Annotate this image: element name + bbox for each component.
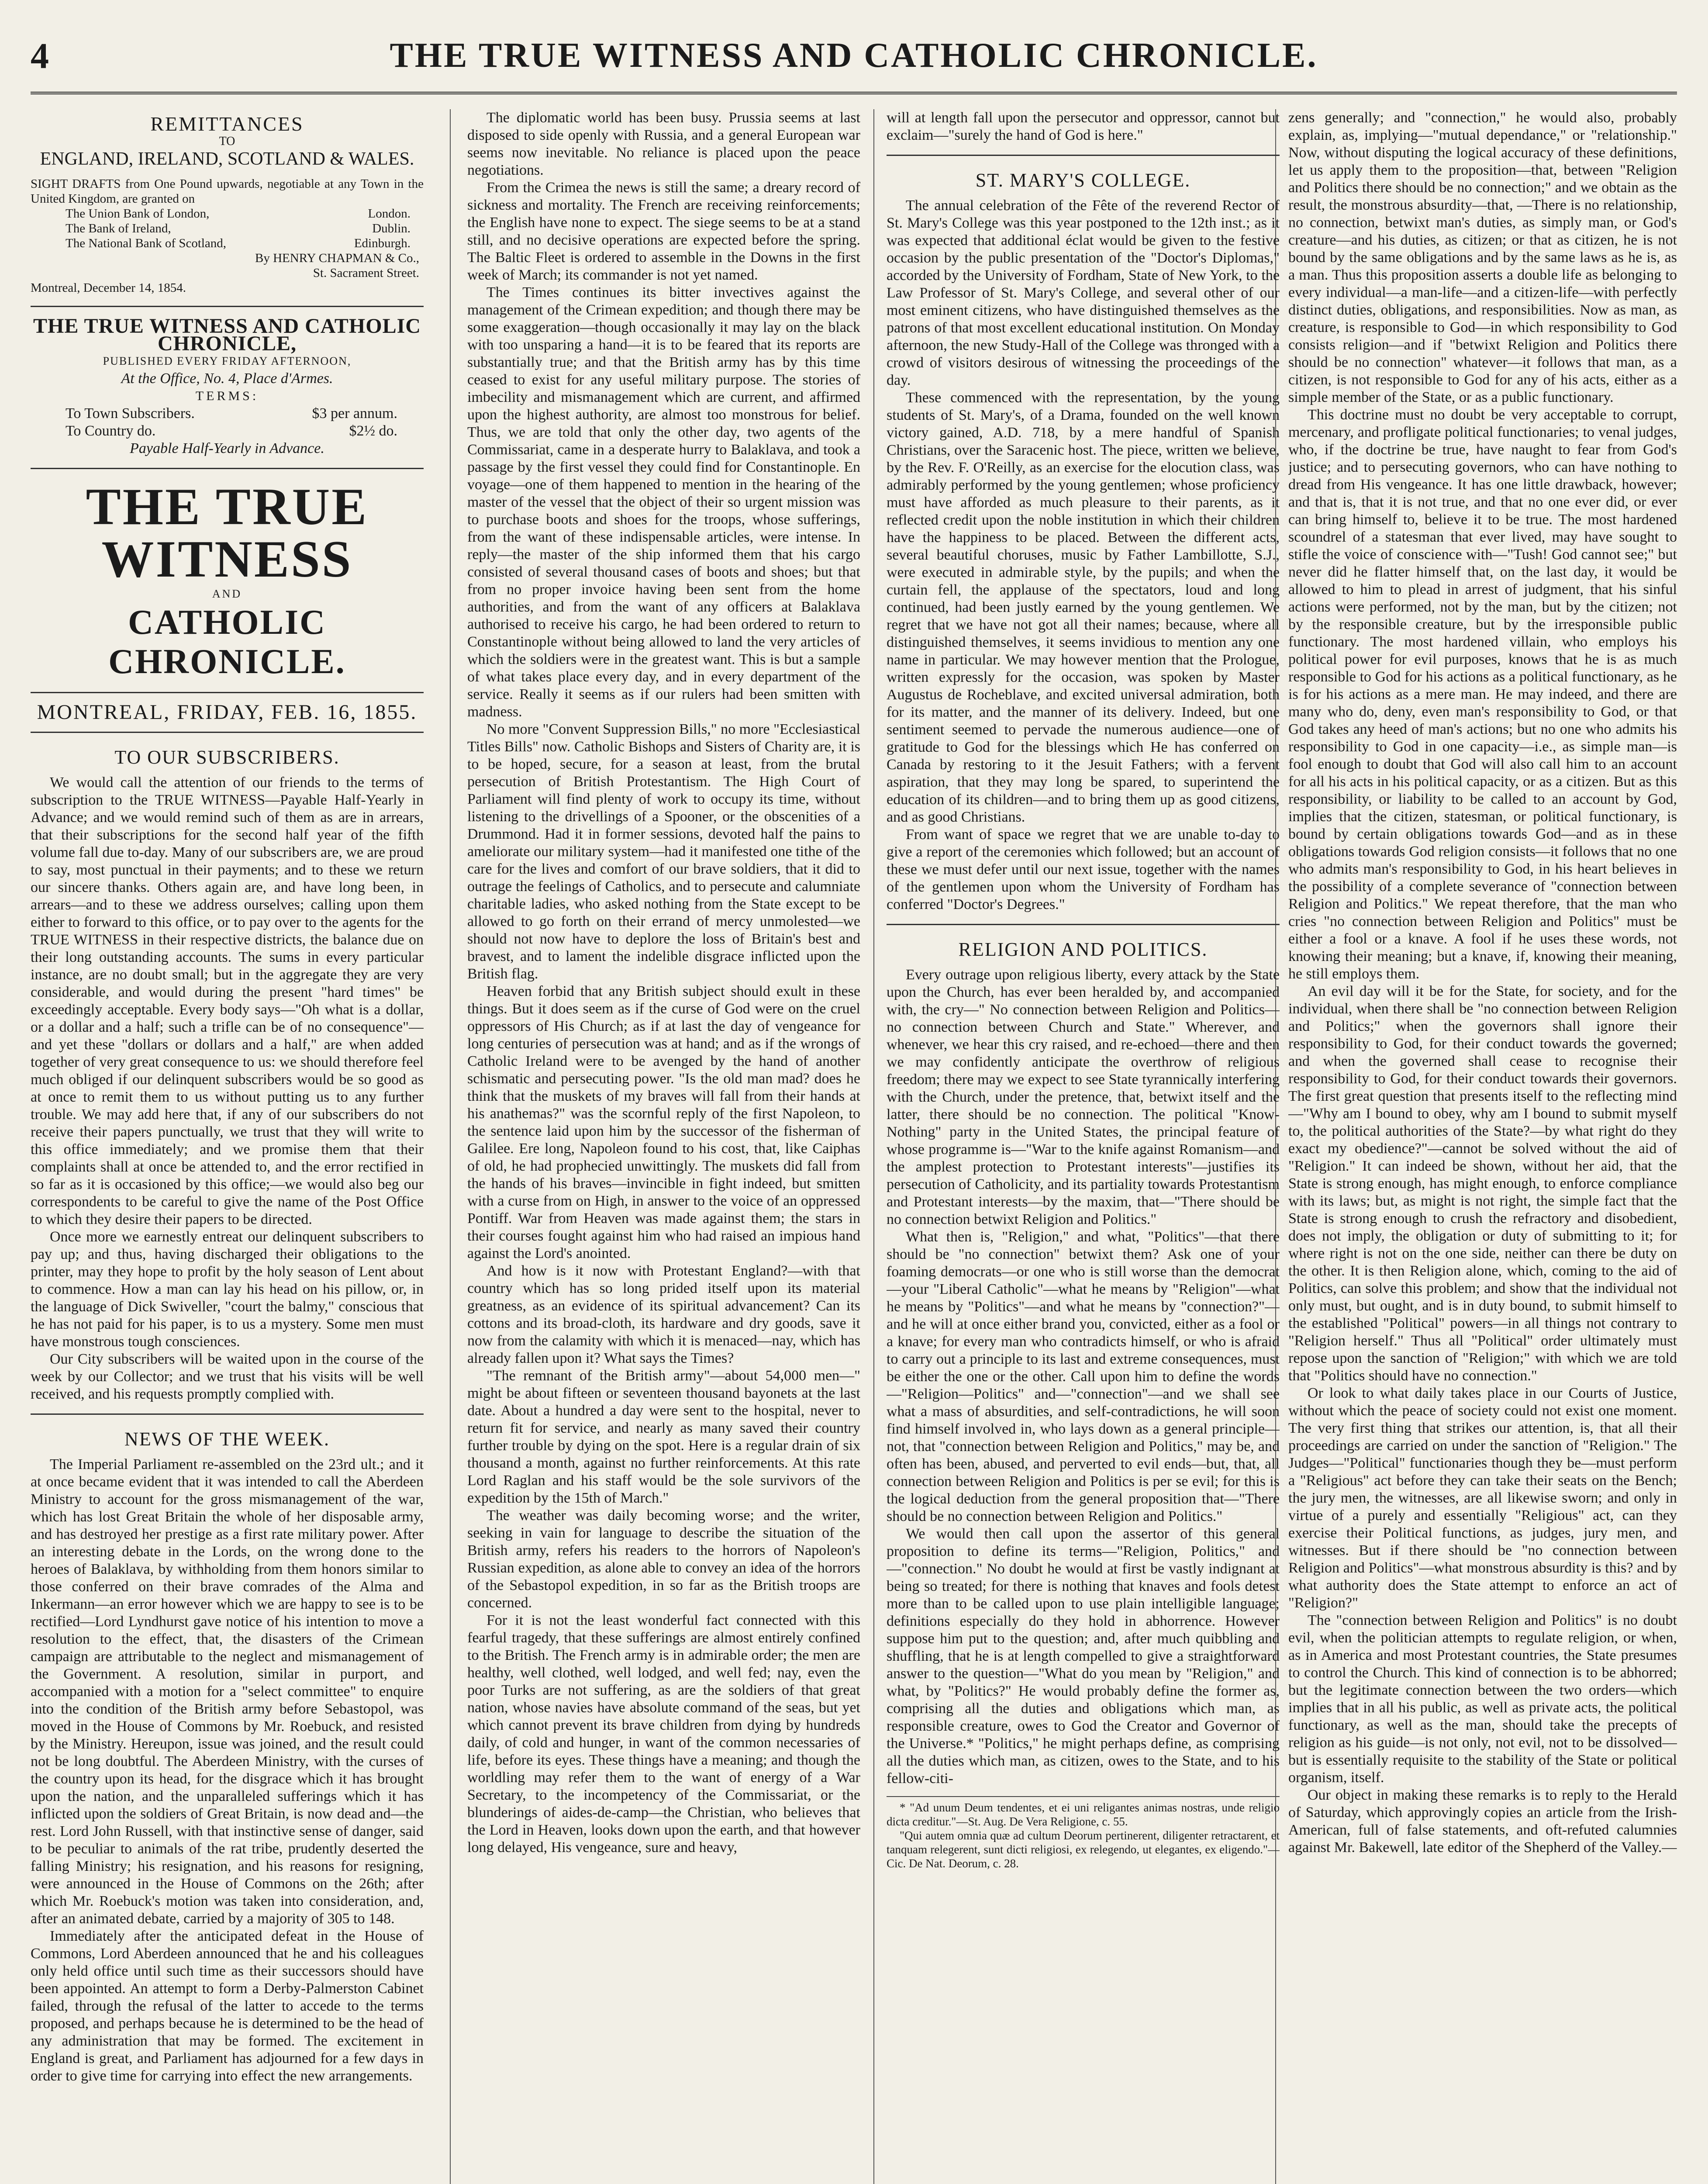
term-row [31, 422, 424, 440]
paragraph: "The remnant of the British army"—about 54,000 men—" might be about fifteen or seventeen thousand bayonets at the last date. About a hundred a day were sent to the hospital, never to return fit for service, and nearly as many saved their country further trouble by dying on the spot. Here is a regular drain of six thousand a month, against no further reinforcements. At this rate Lord Raglan and his staff would be the sole survivors of the expedition by the 15th of March." [467, 1368, 860, 1506]
bank-list [31, 206, 424, 251]
term-who: To Country do. [66, 423, 156, 439]
signatory: HENRY CHAPMAN & Co., [273, 251, 419, 265]
paragraph: An evil day will it be for the State, for society, and for the individual, when there shall be "no connection between Religion and Politics;" when the governors shall ignore their responsibility to God, for their conduct towards the governed; and when the governed shall cease to recognise their responsibility to God, for their conduct towards their governors. The first great question that presents itself to the reflecting mind—"Why am I bound to obey, why am I bound to submit myself to, the political authorities of the State?—by what right do they exact my obedience?"—cannot be solved without the aid of "Religion." It can indeed be shown, without her aid, that the State is strong enough, has might enough, to enforce compliance with its laws; but, as might is not right, the simple fact that the State is strong enough to crush the refractory and disobedient, does not imply, the obligation or duty of submitting to it; for where right is not on the one side, neither can there be duty on the other. It is then Religion alone, which, coming to the aid of Politics, can solve this problem; and show that the individual not only must, but ought, and is in duty bound, to submit himself to the established "Political" powers—in all things not contrary to "Religion herself." Thus all "Political" order ultimately must repose upon the sanction of "Religion;" with which we are told that "Politics should have no connection." [1288, 983, 1677, 1384]
bank-name: The Bank of Ireland, [66, 221, 171, 235]
bank-item [66, 206, 424, 221]
dateline: MONTREAL, FRIDAY, FEB. 16, 1855. [37, 701, 418, 724]
terms-heading: TERMS: [195, 389, 259, 403]
masthead-title-line1: THE TRUE WITNESS [86, 477, 369, 588]
paragraph: Once more we earnestly entreat our delinquent subscribers to pay up; and thus, having discharged their obligations to the printer, may they hope to profit by the holy season of Lent about to commence. How a man can lay his head on his pillow, or, in the language of Dick Swiveller, "court the balmy," conscious that he has not paid for his paper, is to us a mystery. Some men must have monstrous tough consciences. [31, 1229, 424, 1350]
paragraph: The weather was daily becoming worse; and the writer, seeking in vain for language to describe the situation of the British army, refers his readers to the horrors of Napoleon's Russian expedition, as alone able to convey an idea of the horrors of the Sebastopol expedition, in so far as the British troops are concerned. [467, 1507, 860, 1611]
paragraph: This doctrine must no doubt be very acceptable to corrupt, mercenary, and profligate political functionaries; to venal judges, who, if the doctrine be true, have naught to fear from God's justice; and to persecuting governors, who can have nothing to dread from His vengeance. It has one little drawback, however; and that is, that it is not true, and that no one ever did, or ever can bring himself to, believe it to be true. The most hardened scoundrel of a statesman that ever lived, may have sought to stifle the voice of conscience with—"Tush! God cannot see;" but never did he flatter himself that, on the last day, it would be allowed to him to plead in arrest of judgment, that his sinful actions were performed, not by the man, but by the citizen; not by the responsible creature, but by the irresponsible public functionary. The most hardened villain, who employs his political power for evil purposes, knows that he is as much responsible to God for his actions as a political functionary, as he is for his actions as a mere man. He may indeed, and there are many who do, deny, even man's responsibility to God, or that God takes any heed of man's actions; but no one who admits his responsibility to God in one capacity—i.e., as simple man—is fool enough to doubt that God will also call him to an account for all his acts in his political capacity, or as a citizen. But as this responsibility, or liability to be called to an account by God, implies that the citizen, statesman, or political functionary, is bound by certain obligations towards God—and as in these obligations towards God religion consists—it follows that no one who admits man's responsibility to God, in his heart believes in the possibility of a complete severance of "connection between Religion and Politics." We repeat therefore, that the man who cries "no connection between Religion and Politics" must be either a fool or a knave. A fool if he uses these words, not knowing their meaning; but a knave, if, knowing their meaning, he still employs them. [1288, 407, 1677, 982]
office-address: At the Office, No. 4, Place d'Armes. [121, 370, 333, 387]
paragraph: And how is it now with Protestant England?—with that country which has so long prided itself upon its material greatness, as an evidence of its spiritual advancement? Can its cottons and its broad-cloth, its hardware and dry goods, save it now from the calamity with which it is menaced—nay, which has already fallen upon it? What says the Times? [467, 1263, 860, 1366]
bank-item [66, 236, 424, 251]
running-header [31, 26, 1677, 94]
bank-city: Edinburgh. [354, 236, 411, 250]
remittances-to: TO [219, 135, 235, 148]
paragraph: Our object in making these remarks is to reply to the Herald of Saturday, which approvingly copies an article from the Irish-American, full of false statements, and oft-refuted calumnies against Mr. Bakewell, late editor of the Shepherd of the Valley.— [1288, 1787, 1677, 1856]
term-row [31, 405, 424, 422]
signature-block [31, 251, 424, 266]
column-divider [873, 109, 874, 2184]
column-2 [467, 109, 860, 2184]
paragraph: Or look to what daily takes place in our Courts of Justice, without which the peace of society could not exist one moment. The very first thing that strikes our attention, is, that all their proceedings are carried on under the sanction of "Religion." The Judges—"Political" functionaries though they be—must perform a "Religious" act before they can take their seats on the Bench; the jury men, the witnesses, are all likewise sworn; and only in virtue of a purely and essentially "Religious" act, can they exercise their Political functions, as judges, jury men, and witnesses. But if there should be "no connection between Religion and Politics"—what monstrous absurdity is this? and by what authority does the State attempt to enforce an act of "Religion?" [1288, 1385, 1677, 1611]
remittances-intro: SIGHT DRAFTS from One Pound upwards, negotiable at any Town in the United Kingdom, are granted on [31, 177, 424, 206]
address: St. Sacrament Street. [313, 266, 419, 280]
divider [31, 692, 424, 693]
remittances-date: Montreal, December 14, 1854. [31, 281, 186, 295]
paragraph: The Times continues its bitter invectives against the management of the Crimean expedition; and though there may be some exaggeration—though occasionally it may lay on the black with too unsparing a hand—it is to be feared that its reports are substantially true; and that the British army has by this time ceased to exist for any useful military purpose. The stories of imbecility and mismanagement which are current, and affirmed upon the highest authority, are almost too monstrous for belief. Thus, we are told that only the other day, two agents of the Commissariat, came in a desperate hurry to Balaklava, and took a passage by the first vessel they could find for Constantinople. En voyage—one of them happened to mention in the hearing of the master of the vessel that the object of their so urgent mission was to purchase boots and shoes for the troops, whose sufferings, from the want of these indispensable articles, were intense. In reply—the master of the ship informed them that his cargo consisted of several thousand cases of boots and shoes; but that from no proper invoice having been sent from the home authorities, and from the want of any officers at Balaklava authorised to receive his cargo, he had been ordered to return to Constantinople without being allowed to land the very articles of which the soldiers were in the greatest want. This is but a sample of what takes place every day, and in every department of the service. Really it seems as if our rulers had been smitten with madness. [467, 284, 860, 720]
paragraph: The annual celebration of the Fête of the reverend Rector of St. Mary's College was this year postponed to the 12th inst.; as it was expected that additional éclat would be given to the festive occasion by the public presentation of the "Doctor's Diplomas," accorded by the University of Fordham, State of New York, to the Law Professor of St. Mary's College, and several other of our most eminent citizens, who have distinguished themselves as the patrons of that most excellent educational institution. On Monday afternoon, the new Study-Hall of the College was thronged with a crowd of visitors desirous of witnessing the proceedings of the day. [887, 197, 1280, 388]
paragraph: Every outrage upon religious liberty, every attack by the State upon the Church, has ever been heralded by, and accompanied with, the cry—" No connection between Religion and Politics—no connection between Church and State." Wherever, and whenever, we hear this cry raised, and re-echoed—there and then we may confidently anticipate the overthrow of religious freedom; there may we expect to see State tyrannically interfering with the Church, under the pretence, that, betwixt itself and the latter, there should be no connection. The political "Know-Nothing" party in the United States, the principal feature of whose programme is—"War to the knife against Romanism—and the amplest protection to Protestant interests"—justifies its persecution of Catholicity, and its partiality towards Protestantism and Protestant interests—by the maxim, that—"There should be no connection betwixt Religion and Politics." [887, 967, 1280, 1227]
publication-schedule: PUBLISHED EVERY FRIDAY AFTERNOON, [103, 355, 352, 367]
column-1 [31, 109, 424, 2184]
remittances-block [31, 176, 424, 295]
divider [31, 468, 424, 469]
paragraph: No more "Convent Suppression Bills," no more "Ecclesiastical Titles Bills" now. Catholic Bishops and Sisters of Charity are, it is to be hoped, secure, for a season at least, from the brutal persecution of British Protestantism. The High Court of Parliament will find plenty of work to occupy its time, without listening to the drivellings of a Spooner, or the obscenities of a Drummond. Had it in former sessions, devoted half the pains to ameliorate our military system—had it manifested one tithe of the care for the lives and comfort of our brave soldiers, that it did to outrage the feelings of Catholics, and to persecute and calumniate charitable ladies, who asked nothing from the State except to be allowed to go forth on their errand of mercy unmolested—we should not now have to deplore the loss of Britain's best and bravest, and to lament the indelible disgrace inflicted upon the British flag. [467, 721, 860, 982]
divider [31, 732, 424, 733]
divider [887, 924, 1280, 925]
masthead-title-line2: CATHOLIC CHRONICLE. [108, 603, 346, 681]
divider [31, 306, 424, 307]
paragraph: The "connection between Religion and Politics" is no doubt evil, when the politician attempts to regulate religion, or when, as in America and most Protestant countries, the State presumes to control the Church. This kind of connection is to be abhorred; but the legitimate connection between the two orders—which implies that in all his public, as well as private acts, the political functionary, as well as the man, should take the precepts of religion as his guide—is not only, not evil, not to be dissolved—but is essentially requisite to the stability of the State or political organism, itself. [1288, 1612, 1677, 1786]
term-price: $3 per annum. [312, 405, 397, 422]
paragraph: We would call the attention of our friends to the terms of subscription to the TRUE WITNESS—Payable Half-Yearly in Advance; and we would remind such of them as are in arrears, that their subscriptions for the second half year of the fifth volume fall due to-day. Many of our subscribers are, we are proud to say, most punctual in their payments; and to these we return our sincere thanks. Others again are, and have long been, in arrears—and to these we address ourselves; calling upon them either to forward to this office, or to pay over to the agents for the TRUE WITNESS in their respective districts, the balance due on their long outstanding accounts. The sums in every particular instance, are no doubt small; but in the aggregate they are very considerable, and would during the present "hard times" be exceedingly acceptable. Every body says—"Oh what is a dollar, or a dollar and a half; such a trifle can be of no consequence"—and yet these "dollars or dollars and a half," are when added together of very great consequence to us: we should therefore feel much obliged if our delinquent subscribers would be so good as at once to remit them to us without putting us to any further trouble. We may add here that, if any of our subscribers do not receive their papers punctually, we trust that they will write to this office immediately; and we promise them that their complaints shall at once be attended to, and the error rectified in so far as it is occasioned by this office;—we would also beg our correspondents to be careful to give the name of the Post Office to which they desire their papers to be directed. [31, 774, 424, 1227]
paragraph: For it is not the least wonderful fact connected with this fearful tragedy, that these sufferings are almost entirely confined to the British. The French army is in admirable order; the men are healthy, well clothed, well lodged, and well fed; nay, even the poor Turks are not suffering, as are the soldiers of that great nation, whose navies have absolute command of the seas, but yet which cannot prevent its brave children from dying by hundreds daily, of cold and hunger, in want of the common necessaries of life, before its eyes. These things have a meaning; and though the worldling may refer them to the want of energy of a War Secretary, to the incompetency of the Commissariat, or the blunderings of aides-de-camp—the Christian, who believes that the Lord in Heaven, looks down upon the earth, and that however long delayed, His vengeance, sure and heavy, [467, 1612, 860, 1856]
payable-note: Payable Half-Yearly in Advance. [130, 440, 324, 456]
remittances-title: REMITTANCES [150, 113, 304, 135]
column-4 [1288, 109, 1677, 2184]
page-number: 4 [31, 36, 49, 76]
term-price: $2½ do. [349, 423, 397, 439]
subscribers-heading: TO OUR SUBSCRIBERS. [114, 746, 340, 768]
publisher-name: THE TRUE WITNESS AND CATHOLIC CHRONICLE, [33, 314, 421, 355]
paragraph: From want of space we regret that we are unable to-day to give a report of the ceremonies which followed; but an account of these we must defer until our next issue, together with the names of the gentlemen upon whom the University of Fordham has conferred "Doctor's Degrees." [887, 826, 1280, 912]
column-divider [450, 109, 451, 2184]
masthead-and: AND [212, 587, 242, 600]
religion-heading: RELIGION AND POLITICS. [958, 939, 1208, 960]
paragraph: We would then call upon the assertor of this general proposition to define its terms—"Religion, Politics," and—"connection." No doubt he would at first be vastly indignant at being so treated; for there is nothing that knaves and fools detest more than to be called upon to use plain intelligible language; definitions especially do they hold in abhorrence. However suppose him put to the question; and, after much quibbling and shuffling, that he is at length compelled to give a straightforward answer to the question—"What do you mean by "Religion," and what, by "Politics?" He would probably define the former as, comprising all the duties and obligations which man, as responsible creature, owes to God the Creator and Governor of the Universe.* "Politics," he might perhaps define, as comprising all the duties which man, as citizen, owes to the State, and to his fellow-citi- [887, 1526, 1280, 1787]
news-heading: NEWS OF THE WEEK. [124, 1428, 330, 1450]
college-heading: ST. MARY'S COLLEGE. [975, 169, 1191, 191]
paragraph: will at length fall upon the persecutor and oppressor, cannot but exclaim—"surely the hand of God is here." [887, 110, 1280, 143]
footnote: * "Ad unum Deum tendentes, et ei uni religantes animas nostras, unde religio dicta creditur."—St. Aug. De Vera Religione, c. 55. [887, 1801, 1280, 1828]
by-label: By [255, 251, 270, 265]
divider [887, 155, 1280, 156]
newspaper-page [31, 26, 1677, 2184]
running-title: THE TRUE WITNESS AND CATHOLIC CHRONICLE. [390, 36, 1318, 75]
footnote: "Qui autem omnia quæ ad cultum Deorum pertinerent, diligenter retractarent, et tanquam relegerent, sunt dicti religiosi, ex relegendo, ut elegantes, ex eligendo."—Cic. De Nat. Deorum, c. 28. [887, 1829, 1280, 1870]
term-who: To Town Subscribers. [66, 405, 195, 422]
bank-city: London. [368, 207, 411, 221]
bank-name: The Union Bank of London, [66, 207, 210, 221]
divider [31, 1413, 424, 1415]
bank-city: Dublin. [372, 221, 411, 235]
paragraph: From the Crimea the news is still the same; a dreary record of sickness and mortality. The French are receiving reinforcements; the English have none to expect. The siege seems to be at a stand still, and no decisive operations are expected before the spring. The Baltic Fleet is ordered to assemble in the Downs in the first week of March; its commander is not yet named. [467, 180, 860, 283]
paragraph: These commenced with the representation, by the young students of St. Mary's, of a Drama, founded on the well known victory gained, A.D. 718, by a mere handful of Spanish Christians, over the Saracenic host. The piece, written we believe, by the Rev. F. O'Reilly, as an exercise for the elocution class, was admirably performed by the young gentlemen; whose proficiency must have afforded as much pleasure to their parents, as it reflected credit upon the noble institution in which their children have the happiness to be placed. Between the different acts, several beautiful choruses, music by Father Lambillotte, S.J., were executed in admirable style, by the pupils; and when the curtain fell, the applause of the spectators, loud and long continued, had been justly earned by the young gentlemen. We regret that we have not got all their names; because, where all distinguished themselves, it seems invidious to mention any one name in particular. We may however mention that the Prologue, written expressly for the occasion, was spoken by Master Augustus de Rocheblave, and excited universal admiration, both for its matter, and the manner of its delivery. Indeed, but one sentiment seemed to pervade the numerous audience—one of gratitude to God for the blessings which He has conferred on Canada by restoring to it the Jesuit Fathers; with a fervent aspiration, that they may long be spared, to superintend the education of its children—and to bring them up as good citizens, and as good Christians. [887, 390, 1280, 825]
paragraph: Our City subscribers will be waited upon in the course of the week by our Collector; and we trust that his visits will be well received, and his requests promptly complied with. [31, 1351, 424, 1402]
paragraph: What then is, "Religion," and what, "Politics"—that there should be "no connection" betwixt them? Ask one of your foaming democrats—or one who is still worse than the democrat—your "Liberal Catholic"—what he means by "Religion"—what he means by "Politics"—and what he means by "connection?"—and he will at once either brand you, convicted, either as a fool or a knave; for every man who contradicts himself, or who is afraid to carry out a principle to its last and extreme consequences, must be either the one or the other. Call upon him to define the words—"Religion—Politics" and—"connection"—and we shall see what a mass of absurdities, and self-contradictions, he will soon find himself involved in, who lays down as a general principle—not, that "connection between Religion and Politics," may be, and often has been, abused, and perverted to evil ends—but, that, all connection between Religion and Politics is per se evil; for this is the logical deduction from the general proposition that—"There should be no connection between Religion and Politics." [887, 1229, 1280, 1524]
column-3 [887, 109, 1280, 2184]
remittances-subtitle: ENGLAND, IRELAND, SCOTLAND & WALES. [40, 149, 414, 169]
paragraph: The diplomatic world has been busy. Prussia seems at last disposed to side openly with Russia, and a general European war seems now inevitable. No reliance is placed upon the peace negotiations. [467, 110, 860, 178]
footnotes [887, 1796, 1280, 1870]
paragraph: The Imperial Parliament re-assembled on the 23rd ult.; and it at once became evident that it was intended to call the Aberdeen Ministry to account for the gross mismanagement of the war, which has lost Great Britain the whole of her disposable army, and has destroyed her prestige as a first rate military power. After an interesting debate in the Lords, on the wrong done to the heroes of Balaklava, by withholding from them honors similar to those conferred on their brave comrades of the Alma and Inkermann—an error however which we are happy to see is to be rectified—Lord Lyndhurst gave notice of his intention to move a resolution to the effect, that, the disasters of the Crimean campaign are attributable to the neglect and mismanagement of the Government. A resolution, similar in purport, and accompanied with a motion for a "select committee" to enquire into the condition of the British army before Sebastopol, was moved in the House of Commons by Mr. Roebuck, and resisted by the Ministry. Hereupon, issue was joined, and the result could not be long doubtful. The Aberdeen Ministry, with the curses of the country upon its head, for the disgrace which it has brought upon the nation, and the unparalleled sufferings which it has inflicted upon the soldiers of Great Britain, is now dead and—the rest. Lord John Russell, with that instinctive sense of danger, said to be peculiar to animals of the rat tribe, prudently deserted the falling Ministry; his resignation, and his reasons for resigning, were announced in the House of Commons on the 26th; after which Mr. Roebuck's motion was taken into consideration, and, after an animated debate, carried by a majority of 305 to 148. [31, 1456, 424, 1927]
paragraph: Immediately after the anticipated defeat in the House of Commons, Lord Aberdeen announced that he and his colleagues only held office until such time as their successors should have been appointed. An attempt to form a Derby-Palmerston Cabinet failed, through the refusal of the latter to accede to the terms proposed, and perhaps because he is determined to be the head of any administration that may be formed. The excitement in England is great, and Parliament has adjourned for a few days in order to give time for carrying into effect the new arrangements. [31, 1928, 424, 2084]
bank-item [66, 221, 424, 236]
bank-name: The National Bank of Scotland, [66, 236, 227, 250]
paragraph: Heaven forbid that any British subject should exult in these things. But it does seem as if the curse of God were on the cruel oppressors of His Church; as if at last the day of vengeance for long centuries of persecution was at hand; and as if the wrongs of Catholic Ireland were to be avenged by the hand of another schismatic and persecuting power. "Is the old man mad? does he think that the muskets of my braves will fall from their hands at his anathemas?" was the scornful reply of the first Napoleon, to the sentence laid upon him by the successor of the fisherman of Galilee. Ere long, Napoleon found to his cost, that, like Caiphas of old, he had prophecied unwittingly. The muskets did fall from the hands of his braves—invincible in fight indeed, but smitten with a curse from on High, in answer to the voice of an oppressed Pontiff. War from Heaven was made against them; the stars in their courses fought against him who had raised an impious hand against the Lord's anointed. [467, 983, 860, 1261]
paragraph: zens generally; and "connection," he would also, probably explain, as, implying—"mutual dependance," or "relationship." Now, without disputing the logical accuracy of these definitions, let us apply them to the proposition—that, between "Religion and Politics there should be no connection;" and we obtain as the result, the monstrous absurdity—that, —There is no relationship, no connection, betwixt man's duties, as simply man, or God's creature—and his duties, as citizen; or that as citizen, he is not bound by the same obligations and by the same laws as he is, as a man. Thus this proposition asserts a double life as belonging to every individual—a man-life—and a citizen-life—with perfectly distinct duties, obligations, and responsibilities. Now as man, as creature, is responsible to God—in which responsibility to God consists religion—and if "betwixt Religion and Politics there should be no connection" whatever—it follows that man, as a citizen, is not responsible to God for any of his acts, either as a simple member of the State, or as a public functionary. [1288, 110, 1677, 405]
